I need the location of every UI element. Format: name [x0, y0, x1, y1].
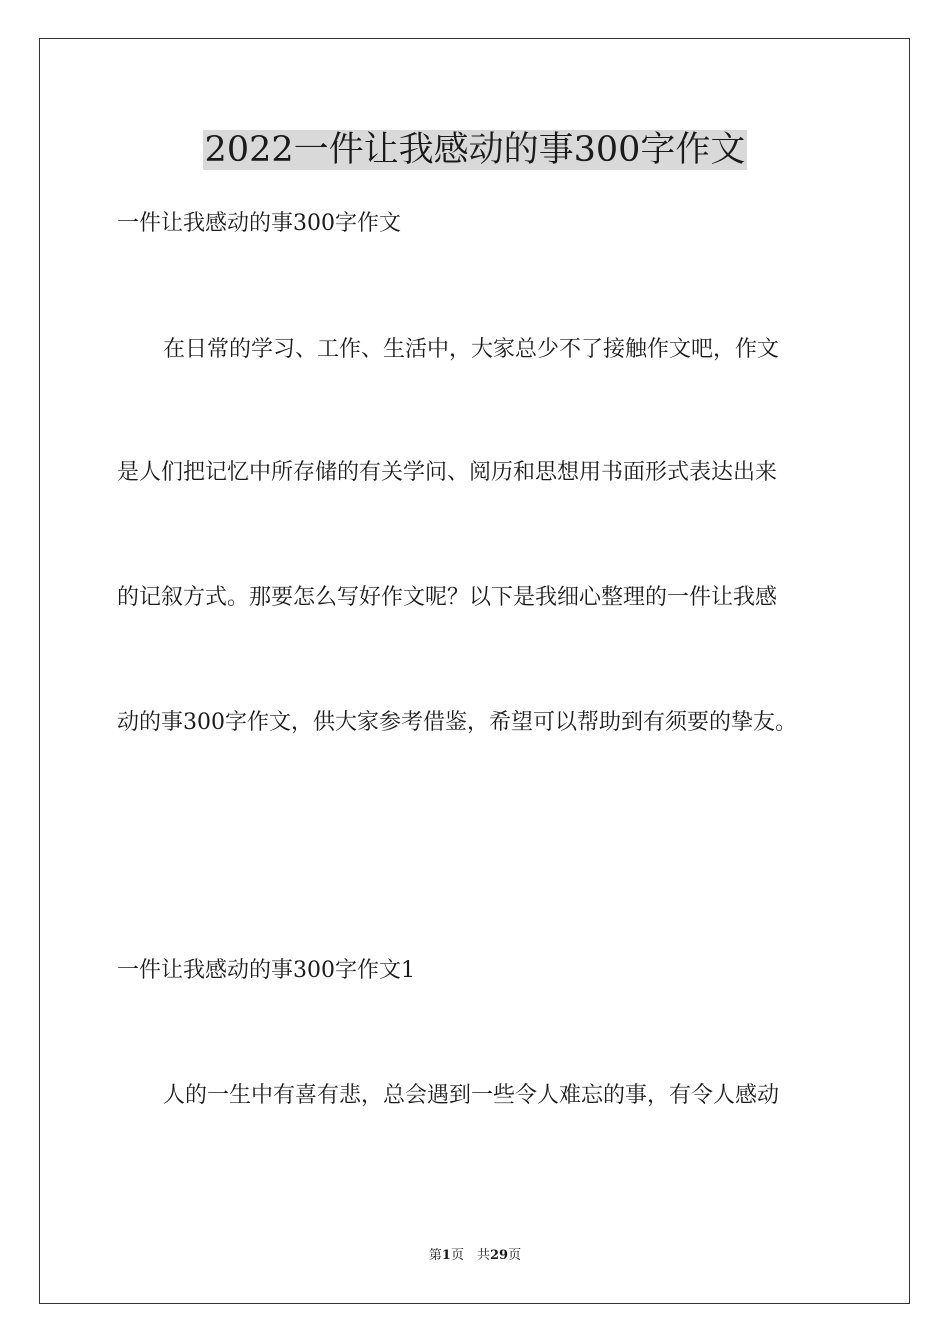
footer-prefix: 第: [428, 1248, 442, 1263]
section-line-1: 人的一生中有喜有悲，总会遇到一些令人难忘的事，有令人感动: [163, 1083, 780, 1108]
intro-line-3: 的记叙方式。那要怎么写好作文呢？以下是我细心整理的一件让我感: [117, 585, 778, 610]
document-title-text: 2022一件让我感动的事300字作文: [204, 130, 746, 170]
intro-line-1: 在日常的学习、工作、生活中，大家总少不了接触作文吧，作文: [163, 337, 780, 362]
intro-line-2: 是人们把记忆中所存储的有关学问、阅历和思想用书面形式表达出来: [117, 460, 778, 485]
document-subtitle: 一件让我感动的事300字作文: [117, 211, 401, 236]
footer-suffix: 页: [508, 1248, 522, 1263]
intro-line-4: 动的事300字作文，供大家参考借鉴，希望可以帮助到有须要的挚友。: [117, 710, 797, 735]
footer-current-page: 1: [441, 1248, 451, 1263]
footer-total-pages: 29: [489, 1248, 509, 1263]
footer-mid: 页 共: [450, 1248, 490, 1263]
document-title: [0, 128, 950, 172]
page-number-footer: [0, 1247, 950, 1265]
section-heading: 一件让我感动的事300字作文1: [117, 958, 415, 983]
